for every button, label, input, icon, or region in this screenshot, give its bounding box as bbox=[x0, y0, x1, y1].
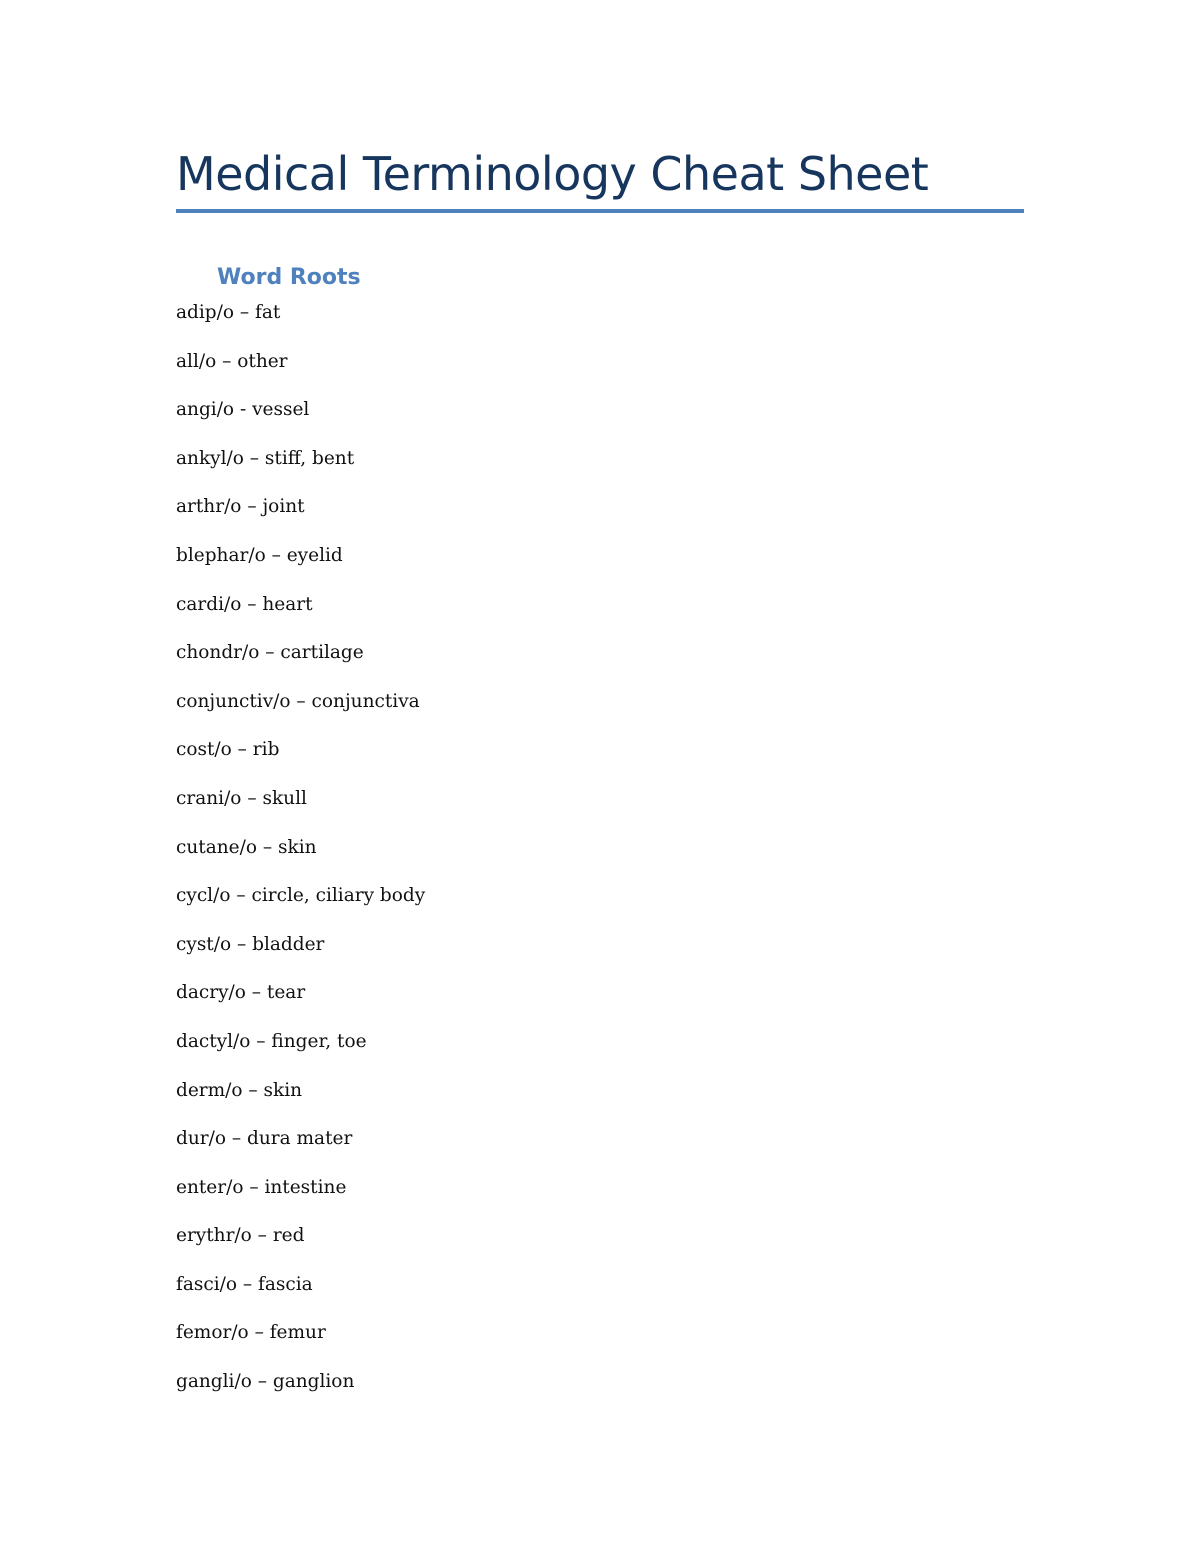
list-item: dur/o – dura mater bbox=[176, 1128, 353, 1150]
list-item: angi/o - vessel bbox=[176, 399, 310, 421]
list-item: chondr/o – cartilage bbox=[176, 642, 364, 664]
word-roots-list bbox=[176, 298, 425, 1416]
list-item: cost/o – rib bbox=[176, 739, 280, 761]
list-item: arthr/o – joint bbox=[176, 496, 305, 518]
list-item: gangli/o – ganglion bbox=[176, 1371, 355, 1393]
page-title: Medical Terminology Cheat Sheet bbox=[176, 147, 929, 201]
list-item: derm/o – skin bbox=[176, 1079, 303, 1101]
list-item: ankyl/o – stiff, bent bbox=[176, 447, 355, 469]
list-item: all/o – other bbox=[176, 350, 288, 372]
list-item: cycl/o – circle, ciliary body bbox=[176, 885, 426, 907]
title-underline bbox=[176, 209, 1024, 213]
list-item: fasci/o – fascia bbox=[176, 1273, 313, 1295]
section-heading-word-roots: Word Roots bbox=[217, 265, 361, 290]
list-item: cutane/o – skin bbox=[176, 836, 317, 858]
list-item: conjunctiv/o – conjunctiva bbox=[176, 690, 420, 712]
list-item: cyst/o – bladder bbox=[176, 933, 325, 955]
list-item: adip/o – fat bbox=[176, 302, 281, 323]
list-item: dacry/o – tear bbox=[176, 982, 306, 1004]
list-item: blephar/o – eyelid bbox=[176, 544, 343, 566]
list-item: cardi/o – heart bbox=[176, 593, 313, 615]
list-item: dactyl/o – finger, toe bbox=[176, 1030, 367, 1052]
list-item: erythr/o – red bbox=[176, 1225, 305, 1247]
list-item: enter/o – intestine bbox=[176, 1176, 347, 1198]
list-item: crani/o – skull bbox=[176, 787, 307, 809]
list-item: femor/o – femur bbox=[176, 1322, 326, 1344]
